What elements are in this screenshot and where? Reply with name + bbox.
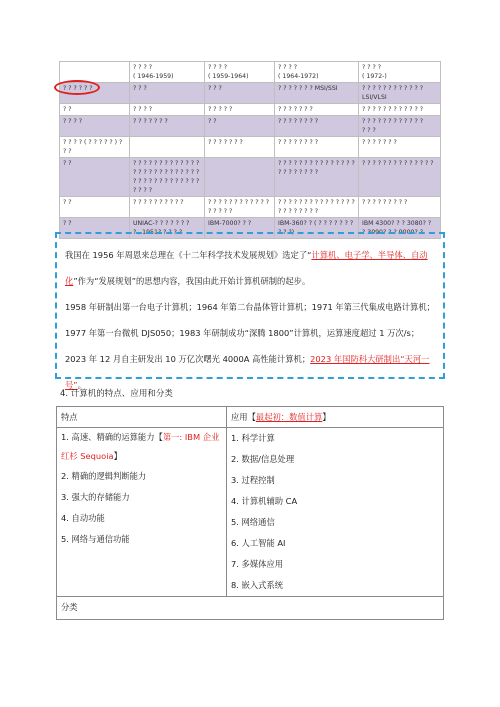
- table-cell: ? ? ? ? ? ?: [60, 83, 130, 104]
- section-title: 4. 计算机的特点、应用和分类: [60, 389, 173, 399]
- key-fields-highlight: 计算机、电子学、半导体、自动化: [65, 250, 428, 286]
- application-item: 6. 人工智能 AI: [231, 538, 286, 548]
- feature-item: 4. 自动功能: [61, 513, 105, 523]
- table-cell: ? ?: [60, 197, 130, 218]
- application-item: 7. 多媒体应用: [231, 559, 284, 569]
- table-cell: [130, 137, 205, 158]
- feature-item: 2. 精确的逻辑判断能力: [61, 471, 147, 481]
- table-cell: ? ? ? ? ? ? ?: [275, 104, 359, 116]
- table-cell: ? ? ? ? ? ? ? ? ? ? ? ? LSI/VLSI: [359, 83, 441, 104]
- table-cell: ? ? ? ? ? ? ? ? ? ? ? ? ? ?: [359, 158, 441, 197]
- table-cell: ? ? ? ? ? ? ? ? ? ? ? ? ? ? ? ? ? ? ? ? ? ? ? ? ? ? ? ? ? ? ? ? ? ? ? ? ? ? ? ? ? ? ?: [130, 158, 205, 197]
- table-cell: ? ? ? ?: [60, 116, 130, 137]
- table-cell: ? ? ? ? ? ? ? ?: [275, 137, 359, 158]
- table-cell: ? ?: [60, 218, 130, 239]
- red-circle-annotation: [54, 80, 100, 95]
- table-cell: ? ? ? ? ?: [205, 104, 275, 116]
- table-cell: ? ? ? ? ? ? ? ? ? ? ? ? ? ? ? ? ? ? ? ? ? ? ?: [275, 158, 359, 197]
- table-cell: ? ? ? ? ( 1964-1972): [275, 62, 359, 83]
- features-list: [57, 428, 227, 597]
- applications-list: [227, 428, 444, 597]
- history-paragraph-2: 1958 年研制出第一台电子计算机；1964 年第二台晶体管计算机；1971 年第三代集成电路计算机；1977 年第一台微机 DJS050；1983 年研制成功“深腾 1800”计算机，运算速度超过 1 万次/s；2023 年 12 月自主研发出 10 万亿次曙光 4000A 高性能计算机；2023 年国防科大研制出“天河一号”。: [65, 302, 435, 390]
- computer-generations-table: [59, 61, 441, 239]
- feature-item: 3. 强大的存储能力: [61, 492, 130, 502]
- table-cell: ? ? ? ? ? ? ? ? ? ? ? ? ? ? ? ? ?: [205, 197, 275, 218]
- table-row: [60, 62, 441, 83]
- feature-item: 5. 网络与通信功能: [61, 534, 130, 544]
- table-cell: ? ? ?: [130, 83, 205, 104]
- features-applications-table: [56, 406, 444, 620]
- table-row: [60, 137, 441, 158]
- application-item: 3. 过程控制: [231, 475, 275, 485]
- application-item: 8. 嵌入式系统: [231, 580, 284, 590]
- table-cell: ? ? ? ? ? ? ? ? ? ? ? ? ? ? ?: [359, 116, 441, 137]
- china-computer-history-box: [55, 232, 445, 390]
- table-cell: ? ?: [60, 104, 130, 116]
- table-cell: ? ? ? ? ? ? ? ? ? ?: [130, 197, 205, 218]
- features-header: 特点: [57, 407, 227, 428]
- table-cell: ? ? ? ? ? ? ?: [130, 116, 205, 137]
- applications-header: 应用【最起初：数值计算】: [227, 407, 444, 428]
- table-row: [60, 83, 441, 104]
- application-item: 4. 计算机辅助 CA: [231, 496, 298, 506]
- application-item: 1. 科学计算: [231, 433, 275, 443]
- table-cell: ? ? ? ?: [130, 104, 205, 116]
- table-cell: ? ? ? ? ? ? ? ? ? ? ? ?: [359, 104, 441, 116]
- history-paragraph-1: 我国在 1956 年周恩来总理在《十二年科学技术发展规划》选定了“计算机、电子学、半导体、自动化”作为“发展规划”的思想内容，我国由此开始计算机研制的起步。: [65, 250, 428, 286]
- feature-highlight: 第一: IBM 企业红杉 Sequoia: [61, 432, 220, 461]
- table-cell: ? ? ? ? ( 1946-1959): [130, 62, 205, 83]
- table-cell: ? ? ?: [205, 83, 275, 104]
- table-cell: [205, 158, 275, 197]
- table-cell: ? ? ? ? ? ? ? ? ?: [359, 197, 441, 218]
- tianhe-highlight: 2023 年国防科大研制出“天河一号”: [65, 354, 430, 390]
- table-cell: ? ? ? ? ( 1959-1964): [205, 62, 275, 83]
- table-cell: IBM-7000? ? ?: [205, 218, 275, 239]
- feature-item: 1. 高速、精确的运算能力【第一: IBM 企业红杉 Sequoia】: [61, 432, 220, 461]
- table-cell: ? ? ? ? ( 1972-): [359, 62, 441, 83]
- classification-label: 分类: [57, 597, 444, 620]
- table-row: [60, 104, 441, 116]
- table-row: [60, 158, 441, 197]
- table-cell: ? ?: [60, 158, 130, 197]
- table-cell: ? ? ? ? ? ? ? ? ? ? ? ? ? ? ? ? ? ? ? ? ? ? ?: [275, 197, 359, 218]
- application-item: 2. 数据/信息处理: [231, 454, 295, 464]
- table-cell: ? ? ? ? ? ? ? MSI/SSI: [275, 83, 359, 104]
- table-row: [60, 197, 441, 218]
- table-cell: UNIAC-? ? ? ? ? ? ? ? , 1951? ? ? ? ?: [130, 218, 205, 239]
- table-cell: ? ? ? ? ( ? ? ? ? ? ) ? ? ?: [60, 137, 130, 158]
- table-cell: ? ? ? ? ? ? ?: [359, 137, 441, 158]
- table-cell: ? ?: [205, 116, 275, 137]
- table-cell: IBM 4300? ? ? 3080? ? ? 3090? ? ? 9000? ?: [359, 218, 441, 239]
- table-cell: ? ? ? ? ? ? ?: [205, 137, 275, 158]
- application-item: 5. 网络通信: [231, 517, 275, 527]
- table-cell: ? ? ? ? ? ? ? ?: [275, 116, 359, 137]
- table-row: [60, 116, 441, 137]
- table-cell: IBM-360? ? ( ? ? ? ? ? ? ? ? ? ?): [275, 218, 359, 239]
